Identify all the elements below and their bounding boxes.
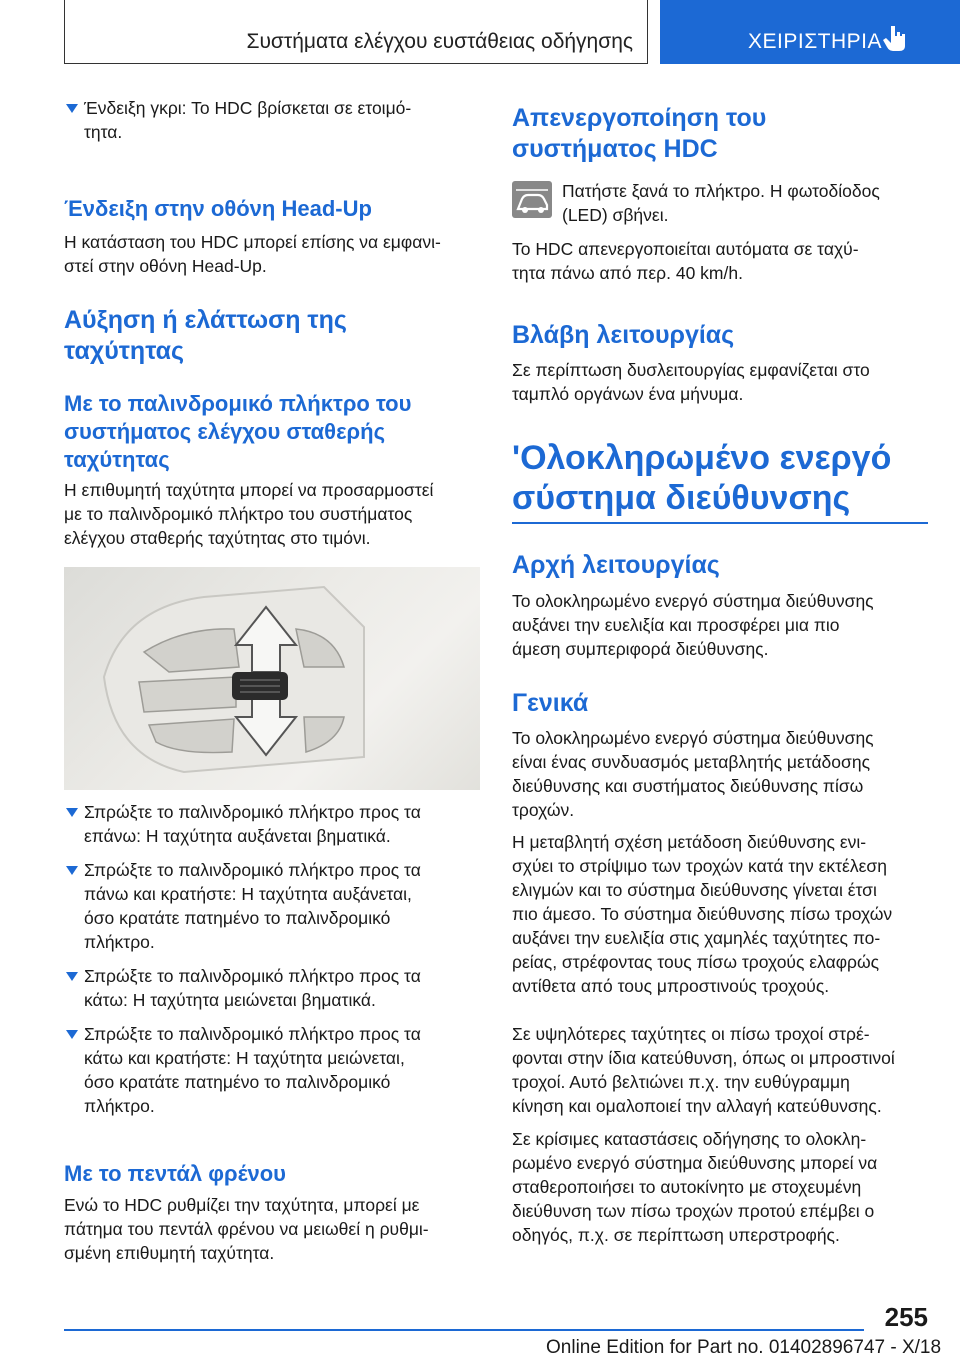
heading-fault: Βλάβη λειτουργίας: [512, 321, 735, 349]
bullet-push-up-hold: Σπρώξτε το παλινδρομικό πλήκτρο προς τα πάνω και κρατήστε: Η ταχύτητα αυξάνεται, όσο κρατάτε πατημένο το παλινδρομικό πλήκτρο.: [64, 858, 480, 954]
heading-brake: Με το πεντάλ φρένου: [64, 1161, 286, 1186]
paragraph-headup: Η κατάσταση του HDC μπορεί επίσης να εμφανι- στεί στην οθόνη Head-Up.: [64, 232, 441, 276]
steering-wheel-rocker-photo: [64, 567, 480, 790]
heading-rocker: Με το παλινδρομικό πλήκτρο του συστήματος ελέγχου σταθερής ταχύτητας: [64, 391, 412, 472]
paragraph-rocker: Η επιθυμητή ταχύτητα μπορεί να προσαρμοστεί με το παλινδρομικό πλήκτρο του συστήματος ελέγχου σταθερής ταχύτητας στο τιμόνι.: [64, 480, 434, 548]
edition-footer: Online Edition for Part no. 01402896747 - X/18: [546, 1337, 942, 1358]
hdc-button-icon: [512, 181, 552, 218]
chapter-title: ΧΕΙΡΙΣΤΗΡΙΑ: [748, 30, 883, 53]
chapter-tab: [660, 0, 960, 64]
heading-general: Γενικά: [512, 689, 589, 717]
heading-speed: Αύξηση ή ελάττωση της ταχύτητας: [64, 306, 347, 365]
footer-rule: [64, 1329, 864, 1331]
heading-deactivate: Απενεργοποίηση του συστήματος HDC: [512, 104, 767, 163]
paragraph-general: Το ολοκληρωμένο ενεργό σύστημα διεύθυνσης είναι ένας συνδυασμός μεταβλητής μετάδοσης διεύθυνσης και συστήματος διεύθυνσης πίσω τροχών.: [512, 728, 874, 820]
heading-principle: Αρχή λειτουργίας: [512, 551, 720, 579]
paragraph-high-speed: Σε υψηλότερες ταχύτητες οι πίσω τροχοί στρέ- φονται στην ίδια κατεύθυνση, όπως οι μπροστινοί τροχοί. Αυτό βελτιώνει π.χ. την ευθύγραμμη κίνηση και ομαλοποιεί την αλλαγή κατεύθυνσης.: [512, 1024, 895, 1116]
section-title: Συστήματα ελέγχου ευστάθειας οδήγησης: [246, 30, 633, 53]
heading-integral-steering: 'Ολοκληρωμένο ενεργό σύστημα διεύθυνσης: [512, 439, 892, 517]
paragraph-deactivate: Πατήστε ξανά το πλήκτρο. Η φωτοδίοδος (LED) σβήνει.: [562, 181, 880, 225]
bullet-list-rocker: [64, 800, 480, 1118]
rocker-switch-illustration: [64, 567, 480, 790]
paragraph-fault: Σε περίπτωση δυσλειτουργίας εμφανίζεται στο ταμπλό οργάνων ένα μήνυμα.: [512, 360, 870, 404]
page-number: 255: [884, 1302, 928, 1332]
heading-headup: Ένδειξη στην οθόνη Head-Up: [64, 196, 372, 221]
paragraph-principle: Το ολοκληρωμένο ενεργό σύστημα διεύθυνσης αυξάνει την ευελιξία και προσφέρει μια πιο άμεση συμπεριφορά διεύθυνσης.: [512, 591, 874, 659]
heading-rule: [512, 522, 928, 524]
hand-pointer-icon: [882, 24, 908, 52]
bullet-push-up: Σπρώξτε το παλινδρομικό πλήκτρο προς τα επάνω: Η ταχύτητα αυξάνεται βηματικά.: [64, 800, 480, 848]
paragraph-variable-ratio: Η μεταβλητή σχέση μετάδοση διεύθυνσης ενι- σχύει το στρίψιμο των τροχών κατά την εκτέλεση ελιγμών και το σύστημα διεύθυνσης γίνεται έτσι πιο άμεσο. Το σύστημα διεύθυνσης πίσω τροχών αυξάνει την ευελιξία στις χαμηλές ταχύτητες πο- ρείας, στρέφοντας τους πίσω τροχούς ελαφρώς αντίθετα από τους μπροστινούς τροχούς.: [512, 832, 893, 996]
paragraph-auto-deactivate: Το HDC απενεργοποιείται αυτόματα σε ταχύ- τητα πάνω από περ. 40 km/h.: [512, 239, 859, 283]
bullet-push-down-hold: Σπρώξτε το παλινδρομικό πλήκτρο προς τα κάτω και κρατήστε: Η ταχύτητα μειώνεται, όσο κρατάτε πατημένο το παλινδρομικό πλήκτρο.: [64, 1022, 480, 1118]
left-column: [64, 96, 480, 144]
bullet-push-down: Σπρώξτε το παλινδρομικό πλήκτρο προς τα κάτω: Η ταχύτητα μειώνεται βηματικά.: [64, 964, 480, 1012]
bullet-gray-indicator: Ένδειξη γκρι: Το HDC βρίσκεται σε ετοιμό- τητα.: [64, 96, 480, 144]
running-header: [64, 0, 648, 64]
paragraph-critical: Σε κρίσιμες καταστάσεις οδήγησης το ολοκλη- ρωμένο ενεργό σύστημα διεύθυνσης μπορεί να σταθεροποιήσει το αυτοκίνητο με στοχευμένη διεύθυνση των πίσω τροχών προτού επέμβει ο οδηγός, π.χ. σε περίπτωση υπερστροφής.: [512, 1129, 878, 1245]
paragraph-brake: Ενώ το HDC ρυθμίζει την ταχύτητα, μπορεί με πάτημα του πεντάλ φρένου να μειωθεί η ρυθμι- σμένη επιθυμητή ταχύτητα.: [64, 1195, 429, 1263]
